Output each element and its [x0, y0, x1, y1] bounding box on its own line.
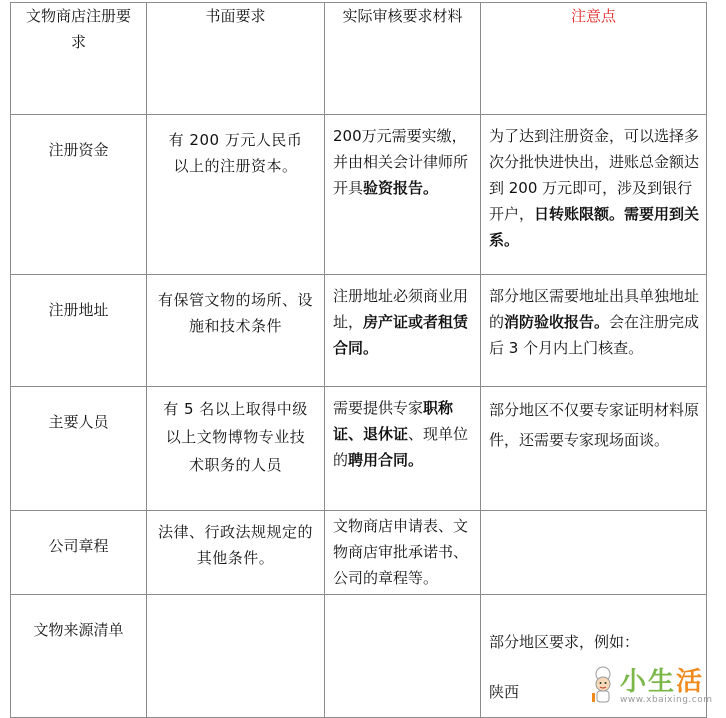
- category-cell: 文物来源清单: [11, 595, 147, 718]
- note-text: 部分地区需要地址出具单独地址的: [489, 287, 700, 331]
- table-row: [11, 387, 707, 511]
- written-cell: 有 5 名以上取得中级以上文物博物专业技术职务的人员: [147, 387, 325, 511]
- registration-requirements-table: [10, 2, 707, 718]
- actual-cell: [325, 387, 481, 511]
- category-cell: 注册地址: [11, 275, 147, 387]
- written-cell: [147, 595, 325, 718]
- actual-cell: [325, 115, 481, 275]
- actual-text: 200万元需要实缴，并由相关会计律师所开具: [333, 127, 469, 197]
- actual-bold-2: 聘用合同。: [348, 451, 424, 469]
- watermark-brand: [620, 661, 704, 698]
- watermark-brand-green: 小生: [620, 667, 677, 697]
- actual-text: 需要提供专家: [333, 399, 424, 417]
- header-notes: 注意点: [481, 3, 707, 115]
- note-bold: 消防验收报告。: [504, 313, 610, 331]
- actual-text: 注册地址必须商业用址，: [333, 287, 469, 331]
- watermark-url: www.xbaixing.com: [620, 695, 713, 705]
- note-cell: 部分地区要求，例如：陕西: [481, 595, 707, 718]
- category-cell: 公司章程: [11, 511, 147, 595]
- header-requirement: 文物商店注册要求: [11, 3, 147, 115]
- watermark: [562, 661, 712, 711]
- note-text: 为了达到注册资金，可以选择多次分批快进快出，进账总金额达到 200 万元即可，涉及到银行开户，: [489, 127, 700, 223]
- header-row: [11, 3, 707, 115]
- written-cell: 有保管文物的场所、设施和技术条件: [147, 275, 325, 387]
- header-actual: 实际审核要求材料: [325, 3, 481, 115]
- note-cell: [481, 511, 707, 595]
- header-written: 书面要求: [147, 3, 325, 115]
- actual-bold: 房产证或者租赁合同。: [333, 313, 469, 357]
- actual-bold: 验资报告。: [363, 179, 439, 197]
- note-cell: [481, 115, 707, 275]
- table-row: [11, 275, 707, 387]
- note-bold: 日转账限额。需要用到关系。: [489, 205, 700, 249]
- actual-cell: [325, 275, 481, 387]
- chef-mascot-icon: [588, 665, 618, 705]
- actual-cell: [325, 595, 481, 718]
- table-row: [11, 511, 707, 595]
- actual-bold: 职称证、退休证: [333, 399, 454, 443]
- written-cell: 法律、行政法规规定的其他条件。: [147, 511, 325, 595]
- table-row: [11, 115, 707, 275]
- category-cell: 主要人员: [11, 387, 147, 511]
- note-cell: 部分地区不仅要专家证明材料原件，还需要专家现场面谈。: [481, 387, 707, 511]
- watermark-brand-orange: 活: [676, 667, 705, 697]
- actual-cell: 文物商店申请表、文物商店审批承诺书、公司的章程等。: [325, 511, 481, 595]
- note-cell: [481, 275, 707, 387]
- note-text-post: 会在注册完成后 3 个月内上门核查。: [489, 313, 700, 357]
- actual-text-mid: 、现单位的: [333, 425, 469, 469]
- category-cell: 注册资金: [11, 115, 147, 275]
- written-cell: 有 200 万元人民币以上的注册资本。: [147, 115, 325, 275]
